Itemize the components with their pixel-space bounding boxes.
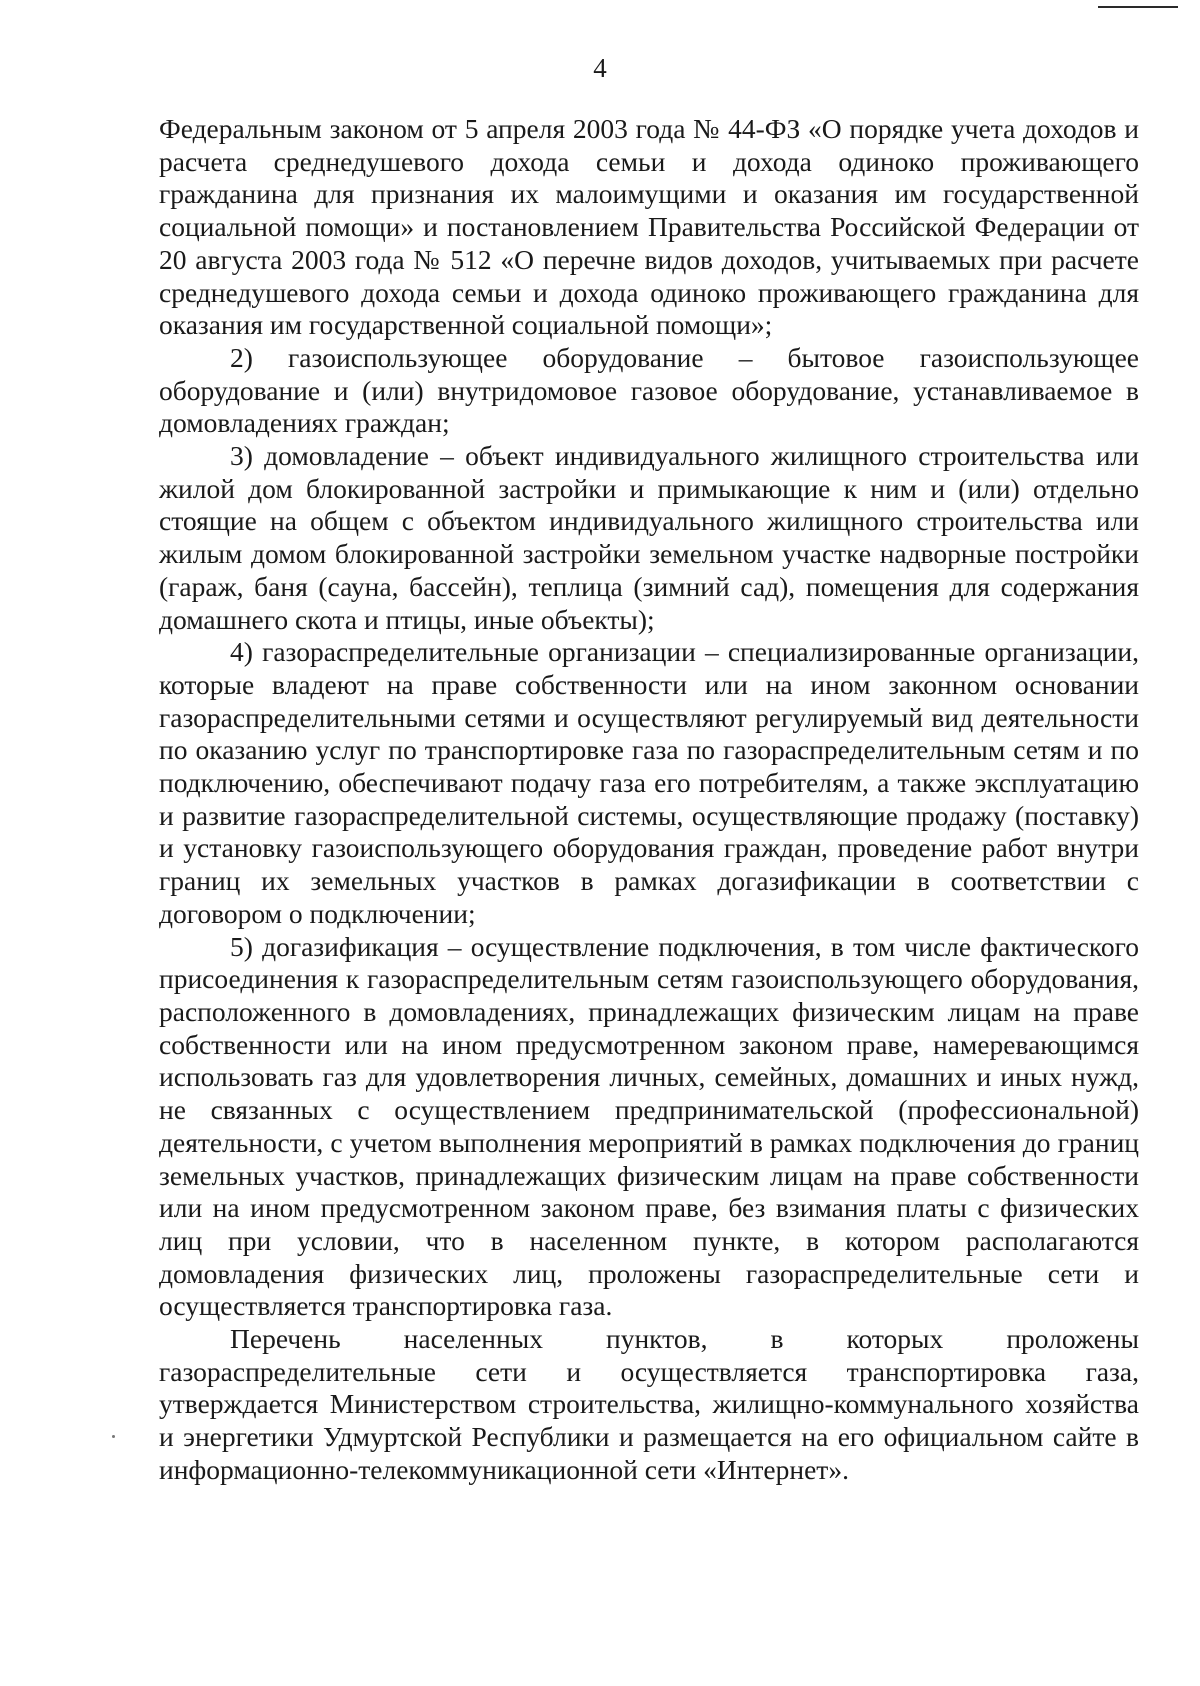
- paragraph-settlements-list: Перечень населенных пунктов, в которых проложены газораспределительные сети и осуществляется транспортировка газа, утверждается Министерством строительства, жилищно-коммунального хозяйства и энергетики Удмуртской Республики и размещается на его официальном сайте в информационно-телекоммуникационной сети «Интернет».: [159, 1323, 1139, 1485]
- scan-speck: [112, 1435, 115, 1438]
- paragraph-item-2-gas-equipment: 2) газоиспользующее оборудование – бытовое газоиспользующее оборудование и (или) внутридомовое газовое оборудование, устанавливаемое в домовладениях граждан;: [159, 341, 1139, 439]
- top-edge-line: [1098, 6, 1178, 8]
- paragraph-continuation-federal-law: Федеральным законом от 5 апреля 2003 года № 44-ФЗ «О порядке учета доходов и расчета среднедушевого дохода семьи и дохода одиноко проживающего гражданина для признания их малоимущими и оказания им государственной социальной помощи» и постановлением Правительства Российской Федерации от 20 августа 2003 года № 512 «О перечне видов доходов, учитываемых при расчете среднедушевого дохода семьи и дохода одиноко проживающего гражданина для оказания им государственной социальной помощи»;: [159, 113, 1139, 341]
- page-number: 4: [593, 53, 607, 83]
- paragraph-item-3-household: 3) домовладение – объект индивидуального жилищного строительства или жилой дом блокированной застройки и примыкающие к ним и (или) отдельно стоящие на общем с объектом индивидуального жилищного строительства или жилым домом блокированной застройки земельном участке надворные постройки (гараж, баня (сауна, бассейн), теплица (зимний сад), помещения для содержания домашнего скота и птицы, иные объекты);: [159, 440, 1139, 635]
- paragraph-item-5-additional-gasification: 5) догазификация – осуществление подключения, в том числе фактического присоединения к газораспределительным сетям газоиспользующего оборудования, расположенного в домовладениях, принадлежащих физическим лицам на праве собственности или на ином предусмотренном законом праве, намеревающимся использовать газ для удовлетворения личных, семейных, домашних и иных нужд, не связанных с осуществлением предпринимательской (профессиональной) деятельности, с учетом выполнения мероприятий в рамках подключения до границ земельных участков, принадлежащих физическим лицам на праве собственности или на ином предусмотренном законом праве, без взимания платы с физических лиц при условии, что в населенном пункте, в котором располагаются домовладения физических лиц, проложены газораспределительные сети и осуществляется транспортировка газа.: [159, 930, 1139, 1322]
- paragraph-item-4-gas-distribution-organizations: 4) газораспределительные организации – специализированные организации, которые владеют на праве собственности или на ином законном основании газораспределительными сетями и осуществляют регулируемый вид деятельности по оказанию услуг по транспортировке газа по газораспределительным сетям и по подключению, обеспечивают подачу газа его потребителям, а также эксплуатацию и развитие газораспределительной системы, осуществляющие продажу (поставку) и установку газоиспользующего оборудования граждан, проведение работ внутри границ их земельных участков в рамках догазификации в соответствии с договором о подключении;: [159, 636, 1139, 929]
- document-body: [159, 113, 1139, 1487]
